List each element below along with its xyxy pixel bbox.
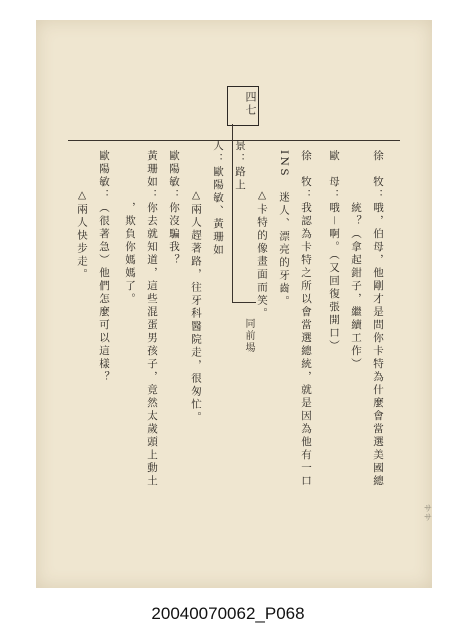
image-caption: 20040070062_P068 — [151, 604, 305, 623]
page-number: 四七 — [244, 91, 257, 117]
scene-line: 景：路上 — [234, 140, 246, 192]
characters-line: 人：歐陽敏、黃珊如 — [212, 140, 224, 257]
script-line-3: 歐 母：哦－啊。（又回復張開口） — [328, 150, 340, 353]
script-line-12: ，欺負你媽媽了。 — [124, 150, 136, 306]
script-line-4: 徐 牧：我認為卡特之所以會當選總統，就是因為他有一口 — [300, 150, 312, 488]
scene-tab-label: 同前場 — [243, 318, 254, 354]
script-line-9: △兩人趕著路，往牙科醫院走，很匆忙。 — [190, 150, 202, 425]
script-line-14: △兩人快步走。 — [76, 150, 88, 282]
script-line-2: 統？（拿起鉗子，繼續工作） — [350, 150, 362, 371]
tab-rule — [232, 302, 256, 303]
script-line-10: 歐陽敏：你沒騙我？ — [168, 150, 180, 267]
script-line-6: △卡特的像畫面而笑。 — [256, 150, 268, 321]
script-line-5: INS 迷人、漂亮的牙齒。 — [278, 150, 290, 309]
script-line-13: 歐陽敏：（很著急）他們怎麼可以這樣？ — [98, 150, 110, 384]
page-number-box — [227, 86, 259, 126]
script-line-11: 黃珊如：你去就知道，這些混蛋男孩子，竟然太歲頭上動土 — [146, 150, 158, 488]
script-line-1: 徐 牧：哦，伯母，他剛才是問你卡特為什麼會當選美國總 — [372, 150, 384, 488]
edge-marks: ササ — [424, 504, 432, 522]
